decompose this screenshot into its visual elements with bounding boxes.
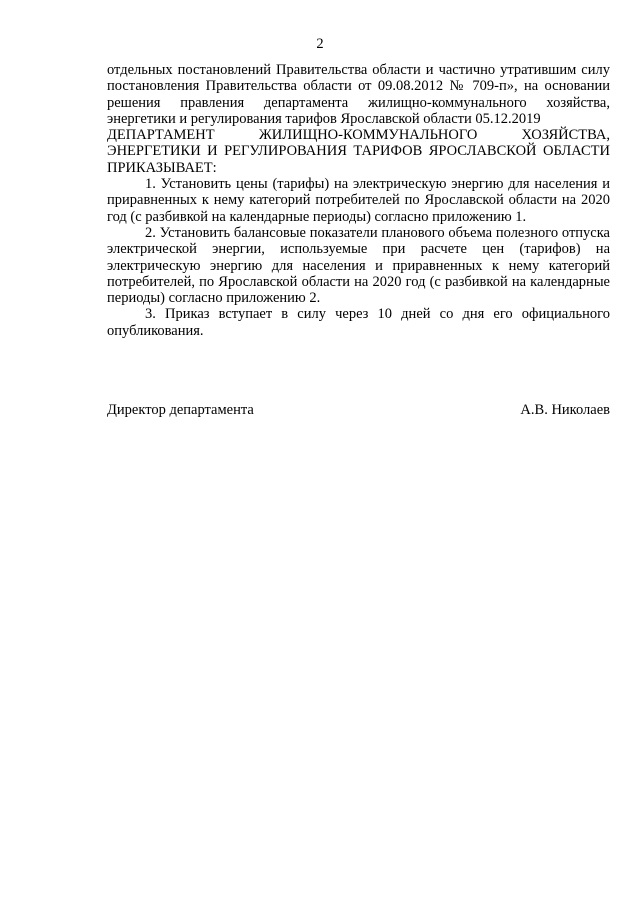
order-item-2: 2. Установить балансовые показатели планового объема полезного отпуска электрической энергии, используемые при расчете цен (тарифов) на электрическую энергию для населения и приравненных к нему категорий потребителей, по Ярославской области на 2020 год (с разбивкой на календарные периоды) согласно приложению 2. bbox=[107, 224, 610, 307]
signatory-position: Директор департамента bbox=[107, 402, 254, 418]
order-item-1: 1. Установить цены (тарифы) на электрическую энергию для населения и приравненных к нему категорий потребителей по Ярославской области на 2020 год (с разбивкой на календарные периоды) согласно приложению 1. bbox=[107, 176, 610, 225]
signatory-name: А.В. Николаев bbox=[520, 402, 610, 418]
document-body bbox=[107, 62, 610, 339]
order-heading: ДЕПАРТАМЕНТ ЖИЛИЩНО-КОММУНАЛЬНОГО ХОЗЯЙСТВА, ЭНЕРГЕТИКИ И РЕГУЛИРОВАНИЯ ТАРИФОВ ЯРОСЛАВСКОЙ ОБЛАСТИ ПРИКАЗЫВАЕТ: bbox=[107, 127, 610, 176]
signature-block bbox=[107, 402, 610, 418]
page-number: 2 bbox=[316, 36, 324, 52]
order-item-3: 3. Приказ вступает в силу через 10 дней со дня его официального опубликования. bbox=[107, 306, 610, 339]
intro-paragraph: отдельных постановлений Правительства области и частично утратившим силу постановления Правительства области от 09.08.2012 № 709-п», на основании решения правления департамента жилищно-коммунального хозяйства, энергетики и регулирования тарифов Ярославской области 05.12.2019 bbox=[107, 62, 610, 127]
